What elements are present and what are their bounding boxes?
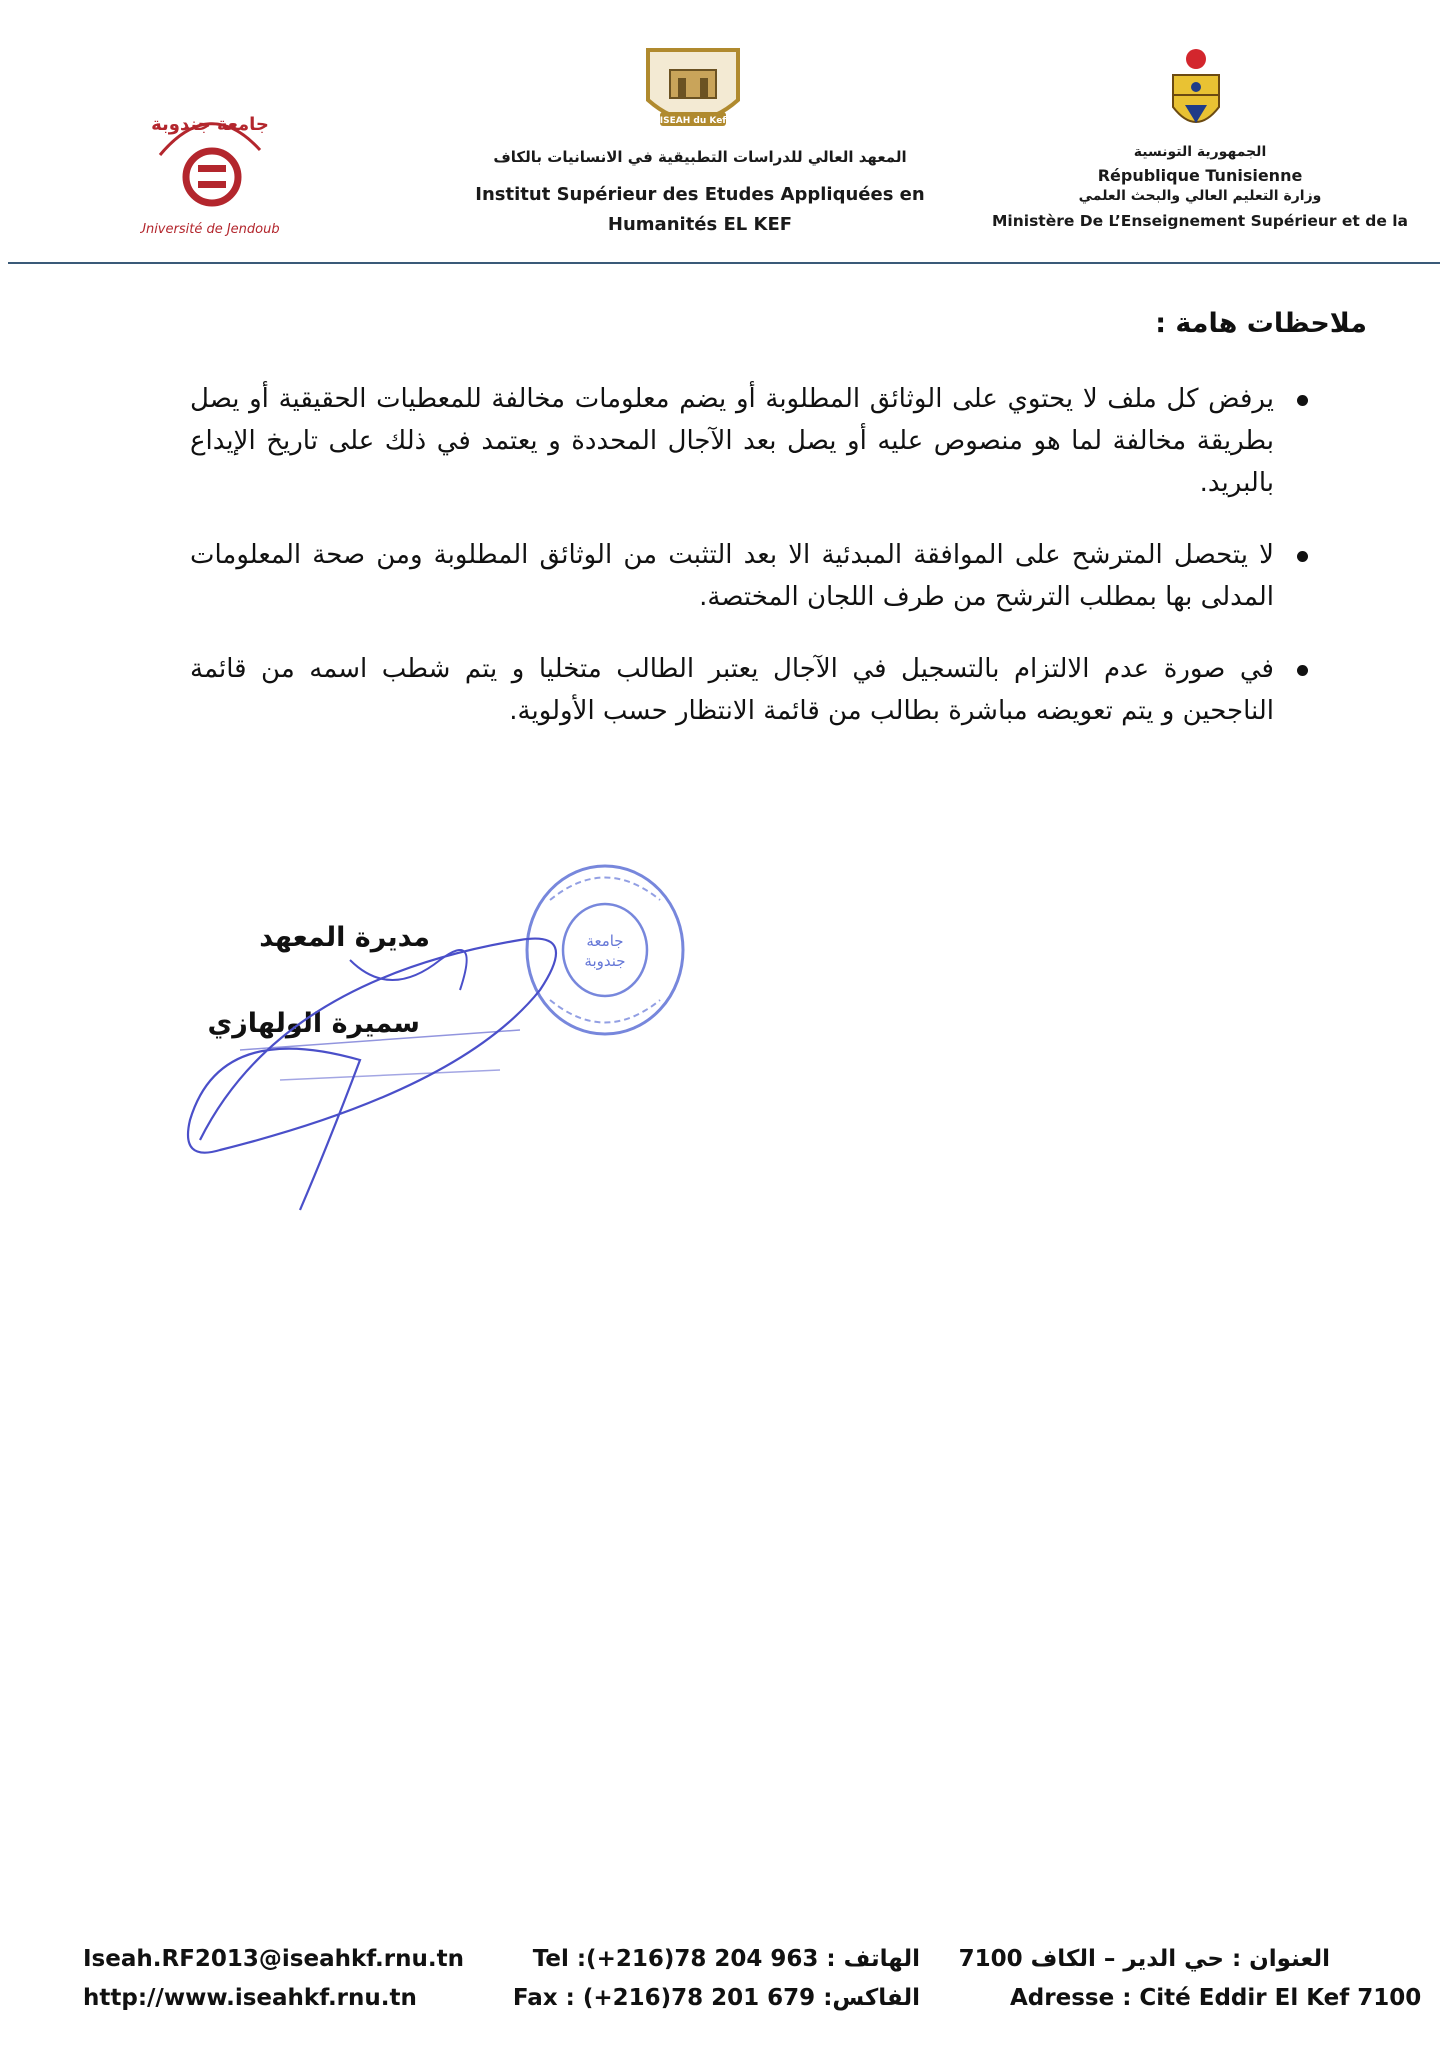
republic-arabic: الجمهورية التونسية: [1133, 144, 1267, 160]
ministry-arabic: وزارة التعليم العالي والبحث العلمي: [1078, 188, 1322, 204]
header-divider: [8, 262, 1440, 264]
ministry-french: Ministère De L’Enseignement Supérieur et de la: [991, 212, 1409, 230]
institute-logo: [638, 40, 748, 140]
institute-name-french-line-1: Institut Supérieur des Etudes Appliquées en: [475, 184, 925, 205]
director-name: سميرة الولهازي: [207, 1008, 420, 1039]
note-item: [190, 378, 1310, 504]
footer-address-arabic: العنوان : حي الدير – الكاف 7100: [958, 1946, 1330, 1972]
footer-address-french: Adresse : Cité Eddir El Kef 7100: [1010, 1985, 1422, 2011]
institute-name-french-line-2: Humanités EL KEF: [607, 214, 793, 235]
handwritten-signature: [160, 900, 680, 1220]
svg-text:جامعة: جامعة: [586, 932, 624, 950]
bullet-icon: [1297, 395, 1308, 406]
institute-name-french: [420, 180, 980, 240]
bullet-icon: [1297, 551, 1308, 562]
svg-text:Université de Jendouba: Université de Jendouba: [140, 222, 280, 237]
footer-email: Iseah.RF2013@iseahkf.rnu.tn: [83, 1946, 464, 1972]
republic-coat-of-arms: [1165, 45, 1227, 140]
bullet-icon: [1297, 665, 1308, 676]
republic-french: République Tunisienne: [1097, 166, 1303, 185]
institute-name-arabic: المعهد العالي للدراسات التطبيقية في الانسانيات بالكاف: [493, 148, 907, 166]
footer-fax: الفاكس: Fax : (+216)78 201 679: [512, 1985, 920, 2011]
svg-text:جامعة جندوبة: جامعة جندوبة: [151, 114, 269, 135]
note-text: يرفض كل ملف لا يحتوي على الوثائق المطلوبة أو يضم معلومات مخالفة للمعطيات الحقيقية أو يصل بطريقة مخالفة لما هو منصوص عليه أو يصل بعد الآجال المحددة و يعتمد في ذلك على تاريخ الإيداع بالبريد.: [190, 384, 1274, 498]
footer-telephone: الهاتف : Tel :(+216)78 204 963: [532, 1946, 920, 1972]
notes-title: ملاحظات هامة :: [1155, 308, 1367, 339]
note-item: [190, 648, 1310, 732]
university-logo: [140, 95, 280, 245]
note-text: لا يتحصل المترشح على الموافقة المبدئية الا بعد التثبت من الوثائق المطلوبة ومن صحة المعلومات المدلى بها بمطلب الترشح من طرف اللجان المختصة.: [190, 540, 1274, 612]
director-title: مديرة المعهد: [259, 922, 430, 953]
note-text: في صورة عدم الالتزام بالتسجيل في الآجال يعتبر الطالب متخليا و يتم شطب اسمه من قائمة الناجحين و يتم تعويضه مباشرة بطالب من قائمة الانتظار حسب الأولوية.: [190, 654, 1274, 726]
svg-text:ISEAH du Kef: ISEAH du Kef: [659, 116, 727, 126]
notes-list: [190, 378, 1310, 762]
svg-text:جندوبة: جندوبة: [584, 952, 626, 970]
note-item: [190, 534, 1310, 618]
footer-website: http://www.iseahkf.rnu.tn: [83, 1985, 417, 2011]
